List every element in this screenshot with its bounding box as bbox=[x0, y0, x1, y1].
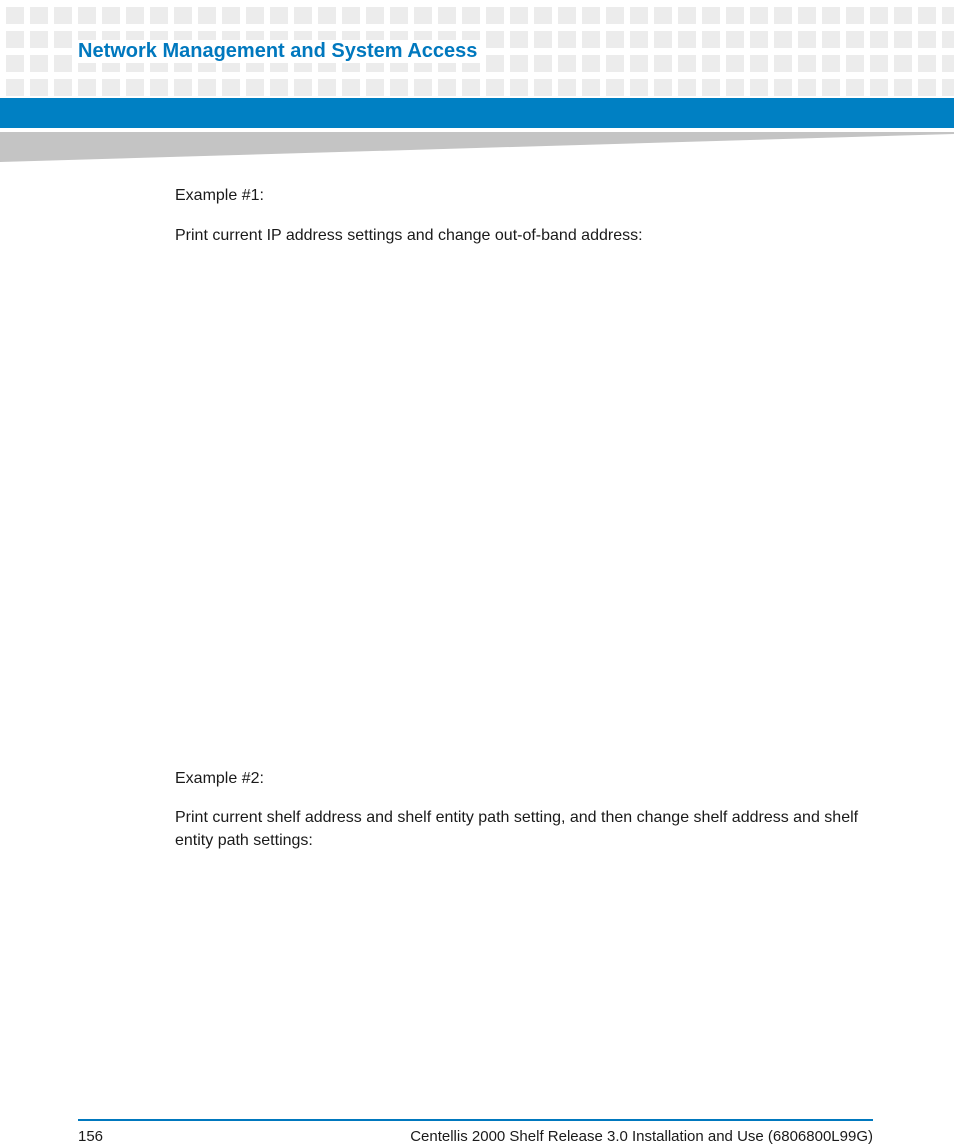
document-title: Centellis 2000 Shelf Release 3.0 Installation and Use (6806800L99G) bbox=[410, 1128, 873, 1145]
example-2-label: Example #2: bbox=[175, 770, 264, 787]
header-grey-wedge bbox=[0, 128, 954, 164]
example-1-label: Example #1: bbox=[175, 187, 264, 204]
example-1-description: Print current IP address settings and change out-of-band address: bbox=[175, 227, 643, 244]
header-blue-band bbox=[0, 98, 954, 128]
page-number: 156 bbox=[78, 1128, 104, 1145]
example-2-description: Print current shelf address and shelf entity path setting, and then change shelf address and shelf entity path settings: bbox=[175, 809, 859, 849]
footer-rule bbox=[78, 1119, 873, 1121]
section-title: Network Management and System Access bbox=[78, 40, 481, 63]
